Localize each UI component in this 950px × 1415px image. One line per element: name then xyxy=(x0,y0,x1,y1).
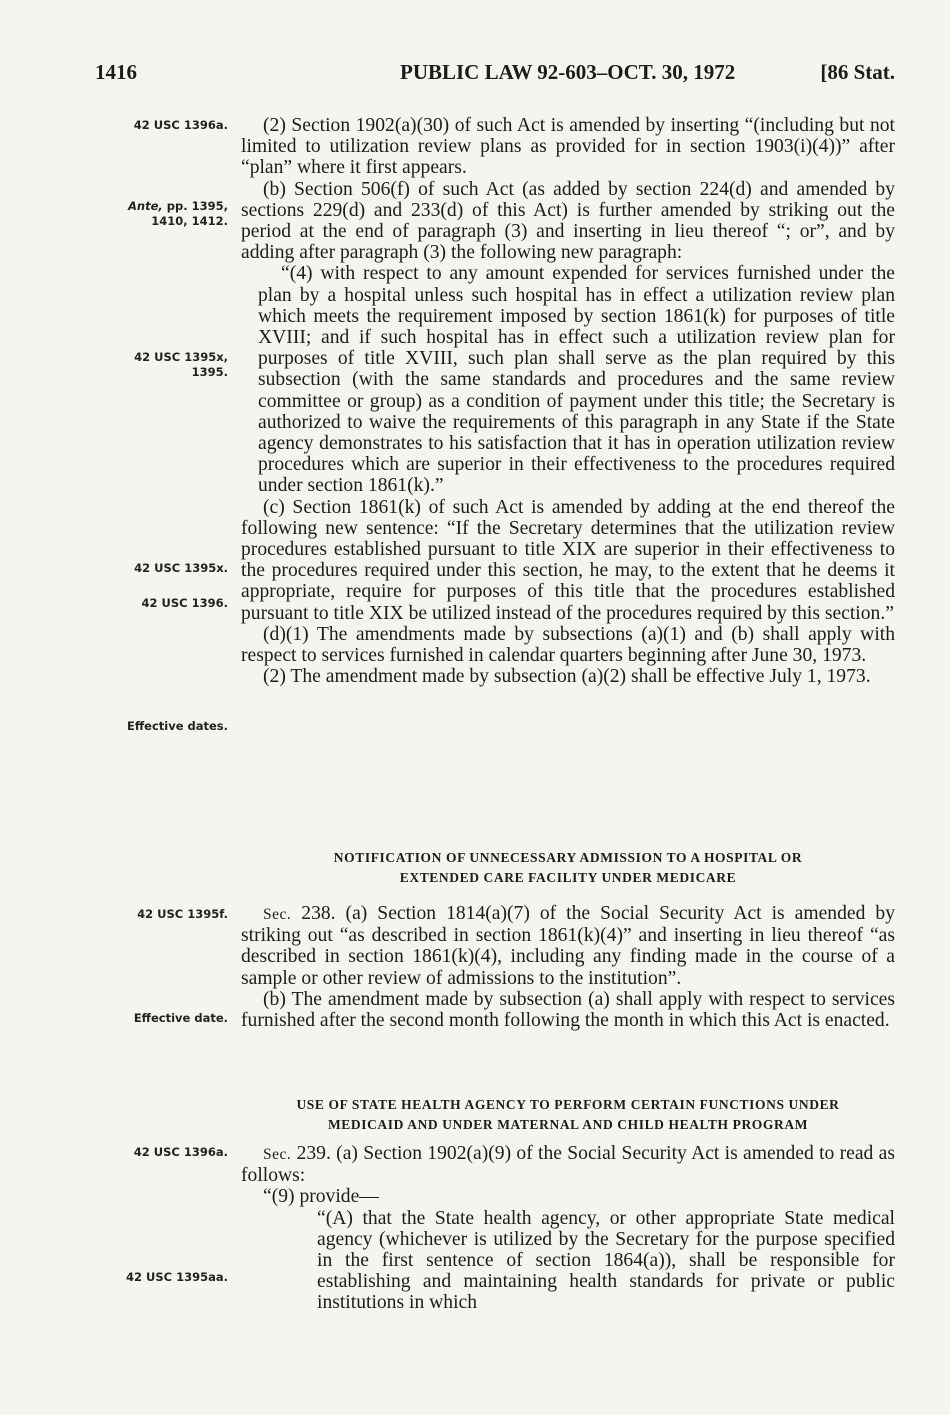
section-239-text xyxy=(241,1143,895,1314)
section-238-text-a: 238. (a) Section 1814(a)(7) of the Social Security Act is amended by striking out “as described in section 1861(k)(4)” and inserting in lieu thereof “as described in section 1861(k)(4), including any finding made in the course of a sample or other review of admissions to the institution”. xyxy=(241,903,895,989)
quoted-subparagraph-A: “(A) that the State health agency, or other appropriate State medical agency (whichever is utilized by the Secretary for the purpose specified in the first sentence of section 1864(a)), shall be responsible for establishing and maintaining health standards for private or public institutions in which xyxy=(317,1207,895,1314)
margin-note-effective-date: Effective date. xyxy=(133,1011,228,1025)
margin-note-citation: 42 USC 1396a. xyxy=(133,1145,228,1159)
margin-note-citation: 42 USC 1395aa. xyxy=(126,1270,228,1284)
margin-note-effective-dates: Effective dates. xyxy=(126,719,228,733)
paragraph-d2: (2) The amendment made by subsection (a)(2) shall be effective July 1, 1973. xyxy=(263,666,871,688)
page-header xyxy=(95,60,895,90)
margin-note-citation: 42 USC 1396. xyxy=(141,596,228,610)
section-238-paragraph-a xyxy=(241,903,895,989)
margin-note-ante-pages: pp. 1395, xyxy=(162,199,228,213)
statute-volume: [86 Stat. xyxy=(820,60,895,84)
margin-note-ante xyxy=(90,199,228,229)
heading-line: EXTENDED CARE FACILITY UNDER MEDICARE xyxy=(399,870,737,885)
heading-line: USE OF STATE HEALTH AGENCY TO PERFORM CERTAIN FUNCTIONS UNDER xyxy=(296,1097,840,1112)
margin-note-citation xyxy=(90,350,228,380)
section-heading-238 xyxy=(241,848,895,888)
heading-line: NOTIFICATION OF UNNECESSARY ADMISSION TO A HOSPITAL OR xyxy=(333,850,803,865)
section-238-paragraph-b: (b) The amendment made by subsection (a) shall apply with respect to services furnished after the second month following the month in which this Act is enacted. xyxy=(241,988,895,1032)
running-title: PUBLIC LAW 92-603–OCT. 30, 1972 xyxy=(400,60,736,84)
paragraph-a2: (2) Section 1902(a)(30) of such Act is amended by inserting “(including but not limited to utilization review plans as provided for in section 1903(i)(4))” after “plan” where it first appears. xyxy=(241,115,895,179)
margin-note-citation-line1: 42 USC 1395x, xyxy=(134,350,228,364)
margin-note-citation: 42 USC 1395f. xyxy=(137,907,228,921)
section-239-paragraph-a xyxy=(241,1143,895,1186)
margin-note-citation-line2: 1395. xyxy=(191,365,228,379)
quoted-paragraph-9: “(9) provide— xyxy=(263,1186,379,1208)
paragraph-b: (b) Section 506(f) of such Act (as added by section 224(d) and amended by sections 229(d) and 233(d) of this Act) is further amended by striking out the period at the end of paragraph (3) and inserting in lieu thereof “; or”, and by adding after paragraph (3) the following new paragraph: xyxy=(241,178,895,264)
page-number: 1416 xyxy=(95,60,137,84)
paragraph-d1: (d)(1) The amendments made by subsections (a)(1) and (b) shall apply with respect to services furnished in calendar quarters beginning after June 30, 1973. xyxy=(241,623,895,667)
quoted-paragraph-4: “(4) with respect to any amount expended for services furnished under the plan by a hospital unless such hospital has in effect a utilization review plan which meets the requirement imposed by section 1861(k) for purposes of title XVIII; and if such hospital has in effect such a utilization review plan for purposes of title XVIII, such plan shall serve as the plan required by this subsection (with the same standards and procedures and the same review committee or group) as a condition of payment under this title; the Secretary is authorized to waive the requirements of this paragraph in any State if the State agency demonstrates to his satisfaction that it has in operation utilization review procedures which are superior in their effectiveness to the procedures required under section 1861(k).” xyxy=(258,263,895,497)
paragraph-c: (c) Section 1861(k) of such Act is amended by adding at the end thereof the following new sentence: “If the Secretary determines that the utilization review procedures established pursuant to title XIX are superior in their effectiveness to the procedures required under this section, he may, to the extent that he deems it appropriate, require for purposes of this title that the procedures established pursuant to title XIX be utilized instead of the procedures required by this section.” xyxy=(241,496,895,624)
margin-note-citation: 42 USC 1395x. xyxy=(134,561,228,575)
heading-line: MEDICAID AND UNDER MATERNAL AND CHILD HEALTH PROGRAM xyxy=(327,1117,809,1132)
section-heading-239 xyxy=(241,1095,895,1135)
margin-note-citation: 42 USC 1396a. xyxy=(133,118,228,132)
section-238-text xyxy=(241,903,895,1031)
section-239-text-a: 239. (a) Section 1902(a)(9) of the Social Security Act is amended to read as follows: xyxy=(241,1143,895,1187)
section-label: Sec. xyxy=(263,906,292,923)
margin-note-ante-line2: 1410, 1412. xyxy=(151,214,228,228)
margin-note-ante-ref: Ante, xyxy=(128,199,163,213)
section-text-block xyxy=(241,115,895,687)
section-label: Sec. xyxy=(263,1146,292,1163)
